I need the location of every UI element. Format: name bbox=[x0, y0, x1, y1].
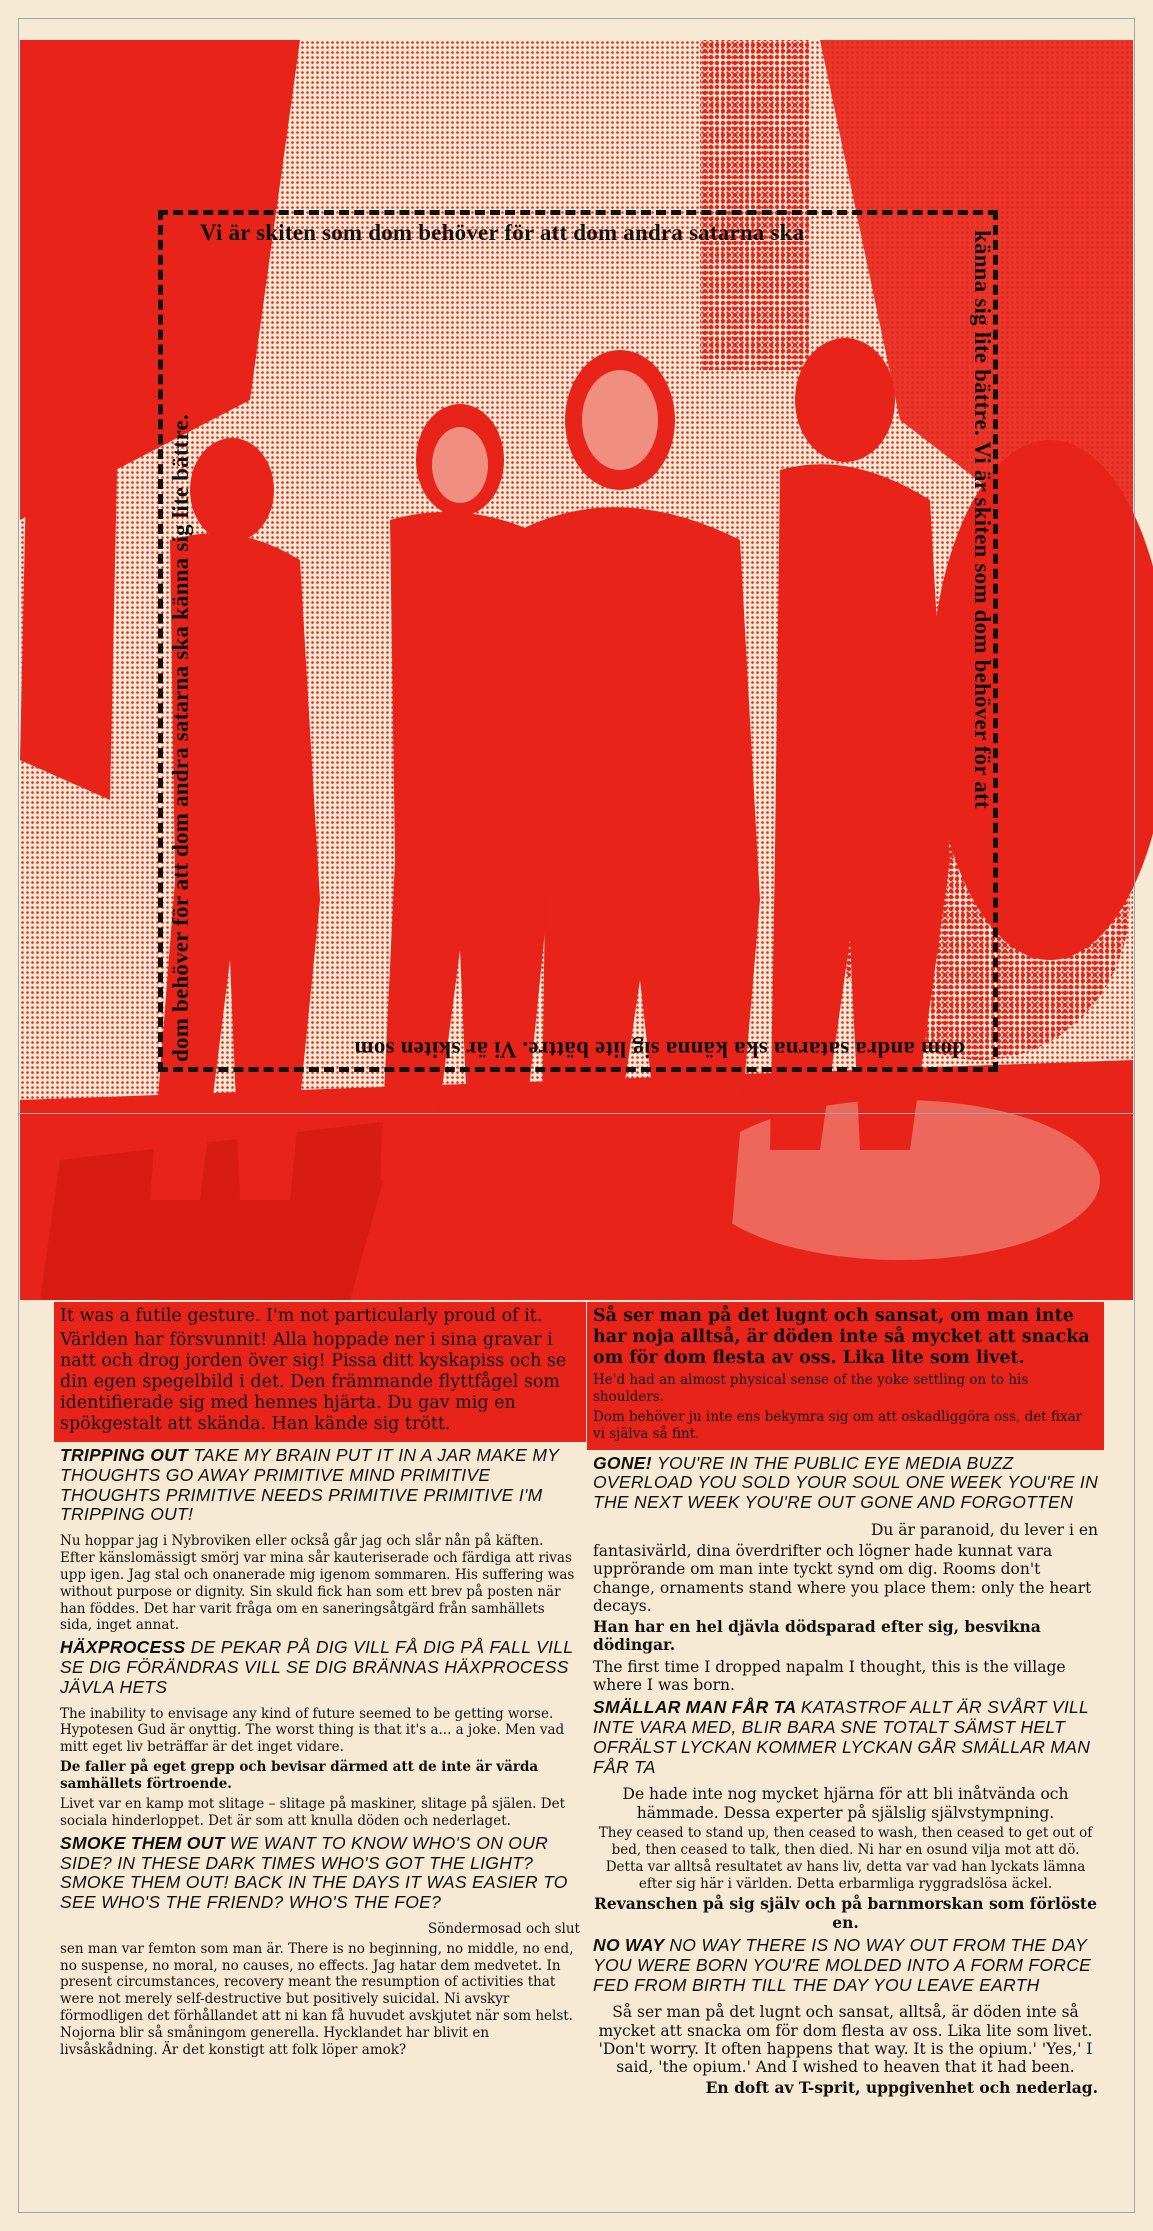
left-paragraph-2b: De faller på eget grepp och bevisar därmed att de inte är värda samhällets förtroende. bbox=[60, 1759, 539, 1793]
right-intro-small: He'd had an almost physical sense of the yoke settling on to his shoulders. bbox=[593, 1372, 1029, 1405]
right-paragraph-1c: Han har en hel djävla dödsparad efter sig, besvikna dödingar. bbox=[593, 1617, 1041, 1655]
lyric-title: SMÄLLAR MAN FÅR TA bbox=[593, 1697, 801, 1718]
right-paragraph-2-end: Revanschen på sig själv och på barnmorskan som förlöste en. bbox=[594, 1894, 1097, 1932]
lyric-body: WE WANT TO KNOW WHO'S ON OUR SIDE? IN THESE DARK TIMES WHO'S GOT THE LIGHT? SMOKE THEM OUT! BACK IN THE DAYS IT WAS EASIER TO SEE WHO'S THE FRIEND? WHO'S THE FOE? bbox=[60, 1832, 568, 1913]
frame-text-top: Vi är skiten som dom behöver för att dom andra satarna ska bbox=[200, 220, 805, 245]
fold-line bbox=[18, 1113, 1135, 1114]
right-paragraph-1a: Du är paranoid, du lever i en bbox=[870, 1520, 1098, 1539]
lyric-body: NO WAY THERE IS NO WAY OUT FROM THE DAY YOU WERE BORN YOU'RE MOLDED INTO A FORM FORCE FED FROM BIRTH TILL THE DAY YOU LEAVE EARTH bbox=[593, 1935, 1092, 1995]
right-column bbox=[593, 1302, 1098, 2101]
lyric-title: SMOKE THEM OUT bbox=[60, 1832, 230, 1853]
right-paragraph-1b: fantasivärld, dina överdrifter och lögner hade kunnat vara upprörande om man inte tyckt synd om dig. Rooms don't change, ornaments stand where you place them: only the heart decays. bbox=[593, 1542, 1092, 1615]
right-paragraph-2: De hade inte nog mycket hjärna för att bli inåtvända och hämmade. Dessa experter på själslig självstympning. bbox=[622, 1785, 1069, 1822]
lyric-body: YOU'RE IN THE PUBLIC EYE MEDIA BUZZ OVERLOAD YOU SOLD YOUR SOUL ONE WEEK YOU'RE IN THE NEXT WEEK YOU'RE OUT GONE AND FORGOTTEN bbox=[593, 1452, 1099, 1513]
lyric-tripping-out bbox=[60, 1446, 580, 1525]
lyric-title: TRIPPING OUT bbox=[60, 1445, 194, 1465]
left-intro-1: It was a futile gesture. I'm not particularly proud of it. bbox=[60, 1306, 543, 1326]
right-outro-1: Så ser man på det lugnt och sansat, alltså, är döden inte så mycket att snacka om för dom flesta av oss. Lika lite som livet. 'Don't worry. It often happens that way. It is the opium.' 'Yes,' I said, 'the opium.' And I wished to heaven that it had been. bbox=[598, 2003, 1093, 2077]
left-paragraph-3-head: Söndermosad och slut bbox=[427, 1920, 580, 1937]
frame-text-left: dom behöver för att dom andra satarna ska känna sig lite bättre. bbox=[168, 414, 193, 1062]
frame-text-right: känna sig lite bättre. Vi är skiten som dom behöver för att bbox=[970, 230, 995, 809]
lyric-body: KATASTROF ALLT ÄR SVÅRT VILL INTE VARA MED, BLIR BARA SNE TOTALT SÄMST HELT OFRÄLST LYCKAN KOMMER LYCKAN GÅR SMÄLLAR MAN FÅR TA bbox=[593, 1697, 1091, 1777]
lyric-title: NO WAY bbox=[593, 1935, 670, 1956]
left-paragraph-1: Nu hoppar jag i Nybroviken eller också går jag och slår nån på käften. Efter känslomässigt smörj var mina sår kauteriserade och färdiga att rivas upp igen. Jag stal och onanerade mig igenom sommaren. His suffering was without purpose or dignity. Sin skuld fick han som ett brev på posten när han föddes. Det har varit fråga om en saneringsåtgärd från samhällets sida, inget annat. bbox=[60, 1533, 575, 1634]
lyric-smallar bbox=[593, 1698, 1098, 1777]
lyric-body: DE PEKAR PÅ DIG VILL FÅ DIG PÅ FALL VILL SE DIG FÖRÄNDRAS VILL SE DIG BRÄNNAS HÄXPROCESS JÄVLA HETS bbox=[60, 1637, 573, 1697]
dashed-frame bbox=[158, 210, 998, 1072]
lyric-smoke-them-out bbox=[60, 1834, 580, 1913]
lyric-title: GONE! bbox=[593, 1452, 658, 1473]
right-intro: Så ser man på det lugnt och sansat, om man inte har noja alltså, är döden inte så mycket att snacka om för dom flesta av oss. Lika lite som livet. bbox=[593, 1306, 1090, 1368]
left-column bbox=[60, 1302, 580, 2062]
left-paragraph-3: sen man var femton som man är. There is no beginning, no middle, no end, no suspense, no moral, no causes, no effects. Jag hatar dem medvetet. In present circumstances, recovery meant the resumption of activities that were not merely self-destructive but positively suicidal. Ni avskyr förmodligen det förhållandet att ni kan få huvudet avskjutet när som helst. Nojorna blir så småningom generella. Hycklandet har blivit en livsåskådning. Är det konstigt att folk löper amok? bbox=[60, 1940, 574, 2058]
left-paragraph-2a: The inability to envisage any kind of future seemed to be getting worse. Hypotesen Gud är onyttig. The worst thing is that it's a... a joke. Men vad mitt eget liv beträffar är det inget vidare. bbox=[60, 1705, 565, 1756]
lyric-title: HÄXPROCESS bbox=[60, 1637, 191, 1658]
left-intro-block bbox=[54, 1302, 586, 1442]
right-outro-2: En doft av T-sprit, uppgivenhet och nederlag. bbox=[705, 2078, 1098, 2098]
right-paragraph-2-small: They ceased to stand up, then ceased to wash, then ceased to get out of bed, then ceased to talk, then died. Ni har en osund vilja mot att dö. Detta var alltså resultatet av hans liv, detta var vad han lyckats lämna efter sig här i världen. Detta erbarmliga ryggradslösa äckel. bbox=[598, 1824, 1093, 1892]
left-intro-2: Världen har försvunnit! Alla hoppade ner i sina gravar i natt och drog jorden över sig! Pissa ditt kyskapiss och se din egen spegelbild i det. Den främmande flyttfågel som identifierade sig med hennes hjärta. Du gav mig en spökgestalt att skända. Han kände sig trött. bbox=[60, 1330, 567, 1434]
lyric-haxprocess bbox=[60, 1638, 580, 1697]
frame-text-bottom: dom andra satarna ska känna sig lite bättre. Vi är skiten som bbox=[354, 1037, 965, 1062]
lyric-body: TAKE MY BRAIN PUT IT IN A JAR MAKE MY THOUGHTS GO AWAY PRIMITIVE MIND PRIMITIVE THOUGHTS PRIMITIVE NEEDS PRIMITIVE PRIMITIVE I'M TRIPPING OUT! bbox=[60, 1445, 559, 1525]
right-paragraph-1d: The first time I dropped napalm I thought, this is the village where I was born. bbox=[593, 1657, 1066, 1695]
left-paragraph-2c: Livet var en kamp mot slitage – slitage på maskiner, slitage på själen. Det sociala hinderloppet. Det är som att knulla döden och nederlaget. bbox=[60, 1795, 565, 1829]
right-intro-block bbox=[587, 1302, 1104, 1450]
right-intro-2: Dom behöver ju inte ens bekymra sig om att oskadliggöra oss, det fixar vi själva så fint. bbox=[593, 1408, 1083, 1442]
lyric-no-way bbox=[593, 1936, 1098, 1995]
lyric-gone bbox=[593, 1454, 1098, 1513]
